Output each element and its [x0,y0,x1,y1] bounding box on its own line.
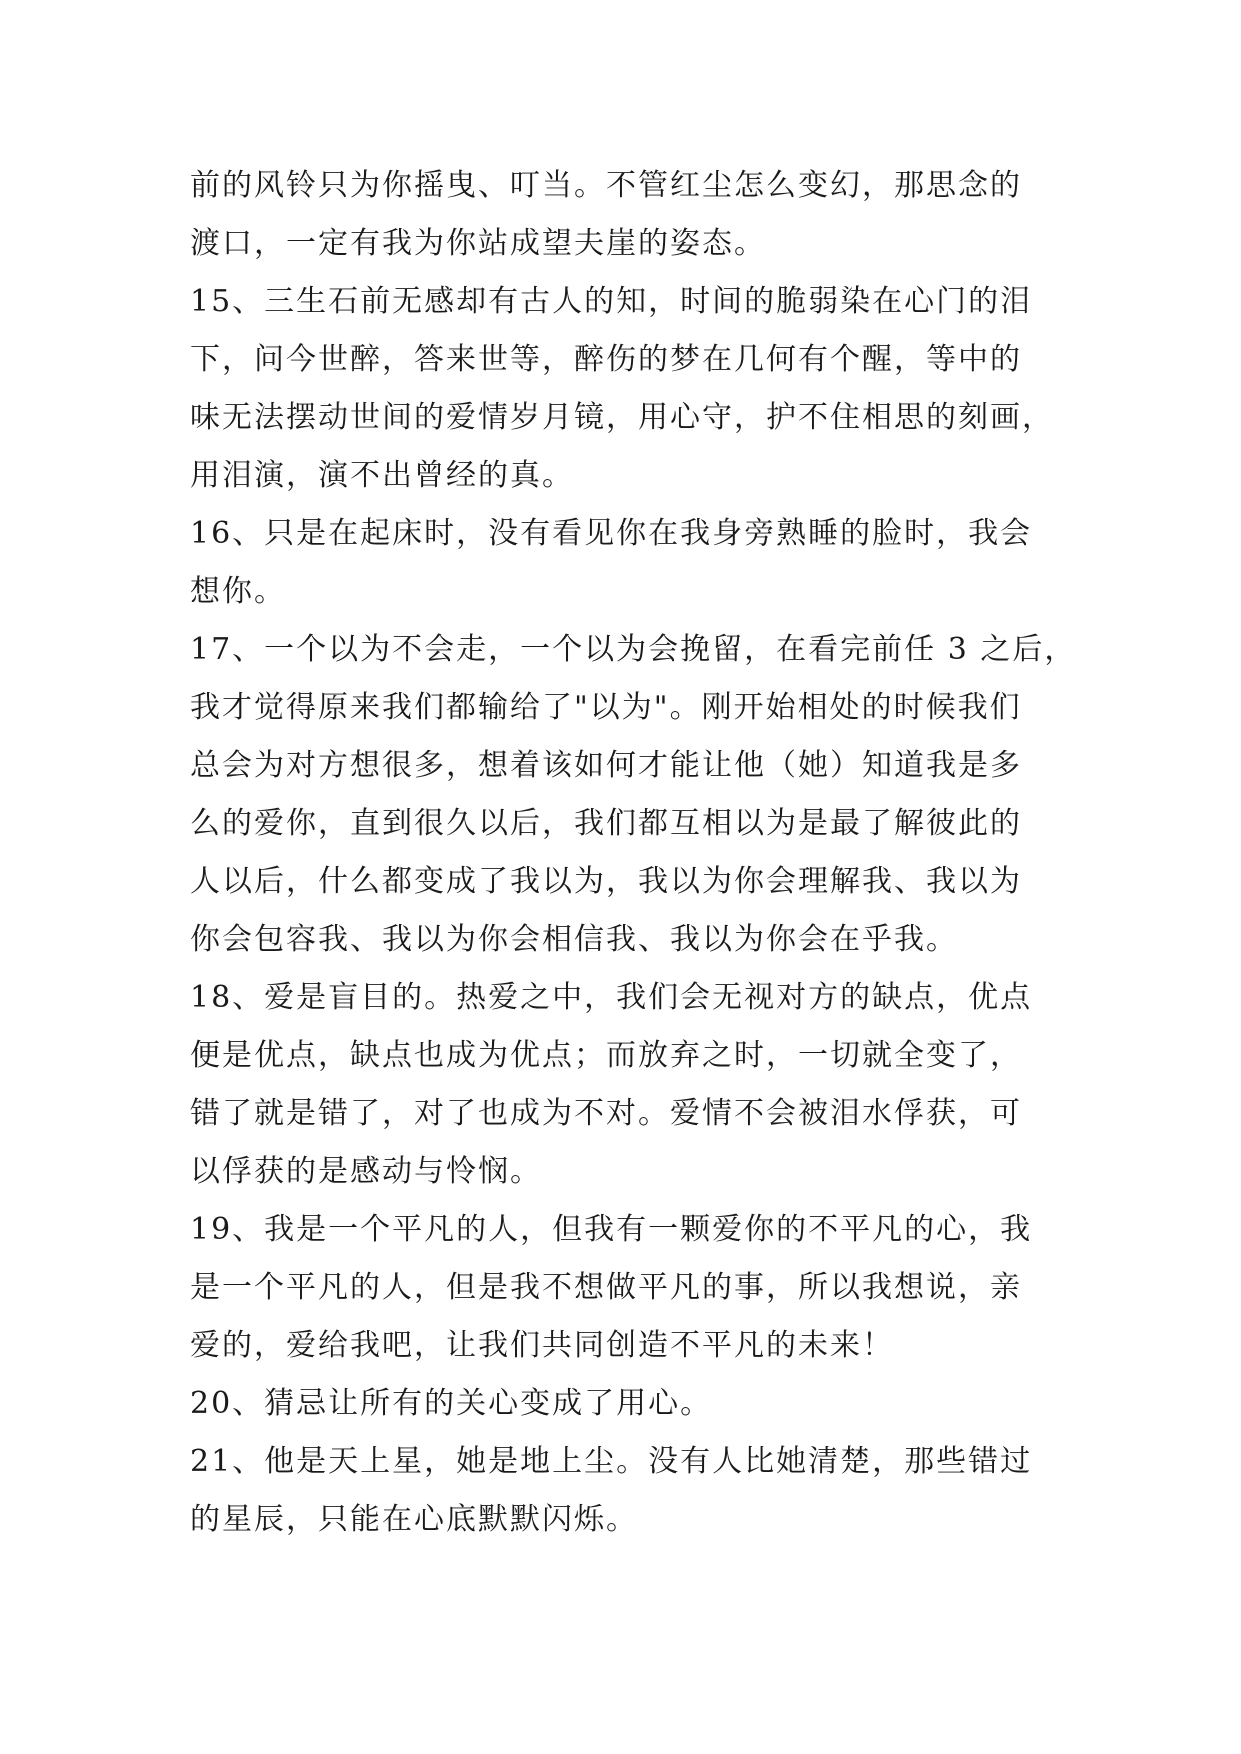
text-line: 15、三生石前无感却有古人的知，时间的脆弱染在心门的泪 [190,284,1033,319]
text-line: 总会为对方想很多，想着该如何才能让他（她）知道我是多 [190,748,1022,783]
text-line: 是一个平凡的人，但是我不想做平凡的事，所以我想说，亲 [190,1270,1022,1305]
text-line: 的星辰，只能在心底默默闪烁。 [190,1502,638,1537]
text-line: 爱的，爱给我吧，让我们共同创造不平凡的未来！ [190,1328,894,1363]
text-line: 想你。 [190,574,286,609]
text-line: 19、我是一个平凡的人，但我有一颗爱你的不平凡的心，我 [190,1212,1033,1247]
text-line: 错了就是错了，对了也成为不对。爱情不会被泪水俘获，可 [190,1096,1022,1131]
text-line: 么的爱你，直到很久以后，我们都互相以为是最了解彼此的 [190,806,1022,841]
text-line: 我才觉得原来我们都输给了"以为"。刚开始相处的时候我们 [190,690,1022,725]
text-line: 20、猜忌让所有的关心变成了用心。 [190,1386,713,1421]
text-line: 以俘获的是感动与怜悯。 [190,1154,542,1189]
text-line: 你会包容我、我以为你会相信我、我以为你会在乎我。 [190,922,958,957]
text-line: 17、一个以为不会走，一个以为会挽留，在看完前任 3 之后， [190,632,1077,667]
text-line: 16、只是在起床时，没有看见你在我身旁熟睡的脸时，我会 [190,516,1033,551]
text-line: 渡口，一定有我为你站成望夫崖的姿态。 [190,226,766,261]
text-line: 18、爱是盲目的。热爱之中，我们会无视对方的缺点，优点 [190,980,1033,1015]
text-line: 用泪演，演不出曾经的真。 [190,458,574,493]
text-line: 人以后，什么都变成了我以为，我以为你会理解我、我以为 [190,864,1022,899]
text-line: 前的风铃只为你摇曳、叮当。不管红尘怎么变幻，那思念的 [190,168,1022,203]
text-line: 21、他是天上星，她是地上尘。没有人比她清楚，那些错过 [190,1444,1033,1479]
text-line: 便是优点，缺点也成为优点；而放弃之时，一切就全变了， [190,1038,1022,1073]
text-line: 下，问今世醉，答来世等，醉伤的梦在几何有个醒，等中的 [190,342,1022,377]
text-line: 味无法摆动世间的爱情岁月镜，用心守，护不住相思的刻画， [190,400,1054,435]
document-body [190,157,1077,1549]
